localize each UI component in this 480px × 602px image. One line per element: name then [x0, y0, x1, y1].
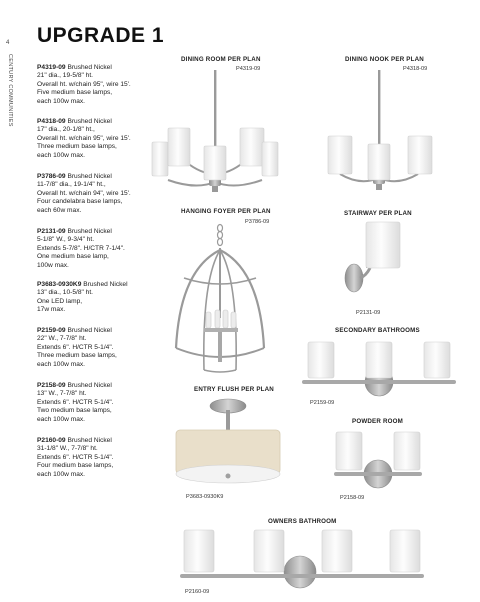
secondary-baths-code: P2159-09 — [310, 400, 335, 406]
spec-line: Five medium base lamps, — [37, 89, 113, 97]
brand-vertical-label: CENTURY COMMUNITIES — [7, 54, 13, 127]
spec-line: 17" dia., 20-1/8" ht., — [37, 126, 95, 134]
entry-flush-code: P3683-0930K9 — [186, 494, 224, 500]
spec-finish: Brushed Nickel — [67, 118, 112, 125]
spec-finish: Brushed Nickel — [67, 64, 112, 71]
spec-line: 17w max. — [37, 306, 66, 314]
spec-line: 11-7/8" dia., 19-1/4" ht., — [37, 181, 106, 189]
spec-line: each 100w max. — [37, 151, 86, 159]
stairway-header: STAIRWAY PER PLAN — [344, 210, 412, 217]
spec-item — [37, 437, 177, 479]
spec-line: 22" W., 7-7/8" ht. — [37, 335, 87, 343]
spec-line: each 100w max. — [37, 470, 86, 478]
spec-heading — [37, 327, 177, 335]
spec-line: One LED lamp, — [37, 297, 83, 305]
powder-room-code: P2158-09 — [340, 495, 365, 501]
spec-item — [37, 327, 177, 369]
dining-nook-code: P4318-09 — [403, 66, 428, 72]
spec-finish: Brushed Nickel — [83, 281, 128, 288]
spec-heading — [37, 281, 177, 289]
owners-bath-vanity-image — [178, 528, 426, 590]
spec-code: P4318-09 — [37, 118, 66, 125]
spec-heading — [37, 437, 177, 445]
spec-item — [37, 382, 177, 424]
hanging-foyer-header: HANGING FOYER PER PLAN — [181, 208, 271, 215]
spec-line: Extends 6". H/CTR 5-1/4". — [37, 343, 114, 351]
spec-code: P2160-09 — [37, 437, 66, 444]
spec-code: P2158-09 — [37, 382, 66, 389]
spec-line: Three medium base lamps, — [37, 352, 117, 360]
entry-flush-header: ENTRY FLUSH PER PLAN — [194, 386, 274, 393]
spec-line: Overall ht. w/chain 94", wire 15'. — [37, 189, 131, 197]
powder-room-vanity-image — [332, 430, 424, 492]
owners-bath-code: P2160-09 — [185, 589, 210, 595]
stairway-sconce-image — [340, 220, 410, 310]
spec-line: each 100w max. — [37, 360, 86, 368]
dining-room-header: DINING ROOM PER PLAN — [181, 56, 261, 63]
dining-nook-header: DINING NOOK PER PLAN — [345, 56, 424, 63]
entry-flush-mount-image — [172, 396, 284, 492]
spec-finish: Brushed Nickel — [67, 437, 112, 444]
spec-line: 13" W., 7-7/8" ht. — [37, 390, 87, 398]
spec-line: One medium base lamp, — [37, 253, 109, 261]
spec-code: P2159-09 — [37, 327, 66, 334]
owners-bath-header: OWNERS BATHROOM — [268, 518, 337, 525]
spec-line: Extends 5-7/8". H/CTR 7-1/4". — [37, 244, 125, 252]
spec-finish: Brushed Nickel — [67, 327, 112, 334]
spec-code: P2131-09 — [37, 228, 66, 235]
spec-line: each 100w max. — [37, 415, 86, 423]
page-number: 4 — [6, 40, 10, 46]
spec-heading — [37, 382, 177, 390]
spec-line: Two medium base lamps, — [37, 407, 112, 415]
spec-line: each 100w max. — [37, 97, 86, 105]
spec-heading — [37, 228, 177, 236]
spec-item — [37, 281, 177, 315]
powder-room-header: POWDER ROOM — [352, 418, 404, 425]
spec-line: Four medium base lamps, — [37, 462, 114, 470]
spec-finish: Brushed Nickel — [67, 382, 112, 389]
spec-code: P4319-09 — [37, 64, 66, 71]
spec-item — [37, 228, 177, 270]
spec-line: 31-1/8" W., 7-7/8" ht. — [37, 445, 98, 453]
spec-line: 5-1/8" W., 9-3/4" ht. — [37, 236, 95, 244]
dining-nook-chandelier-image — [320, 70, 440, 198]
dining-room-chandelier-image — [146, 70, 286, 200]
spec-line: Three medium base lamps, — [37, 143, 117, 151]
spec-finish: Brushed Nickel — [67, 228, 112, 235]
side-margin — [3, 40, 17, 190]
stairway-code: P2131-09 — [356, 310, 381, 316]
hanging-foyer-pendant-image — [170, 220, 270, 380]
page-title: UPGRADE 1 — [37, 24, 165, 47]
spec-line: 21" dia., 19-5/8" ht. — [37, 72, 94, 80]
spec-line: Overall ht. w/chain 95", wire 15'. — [37, 80, 131, 88]
spec-line: 100w max. — [37, 261, 69, 269]
spec-line: Extends 6". H/CTR 5-1/4". — [37, 453, 114, 461]
secondary-baths-vanity-image — [300, 338, 458, 400]
spec-code: P3786-09 — [37, 173, 66, 180]
spec-line: Overall ht. w/chain 95", wire 15'. — [37, 134, 131, 142]
spec-code: P3683-0930K9 — [37, 281, 82, 288]
hanging-foyer-code: P3786-09 — [245, 219, 270, 225]
spec-line: each 60w max. — [37, 206, 82, 214]
spec-line: Four candelabra base lamps, — [37, 198, 123, 206]
spec-line: Extends 6". H/CTR 5-1/4". — [37, 398, 114, 406]
spec-line: 13" dia., 10-5/8" ht. — [37, 289, 94, 297]
dining-room-code: P4319-09 — [236, 66, 261, 72]
secondary-baths-header: SECONDARY BATHROOMS — [335, 327, 420, 334]
spec-finish: Brushed Nickel — [67, 173, 112, 180]
